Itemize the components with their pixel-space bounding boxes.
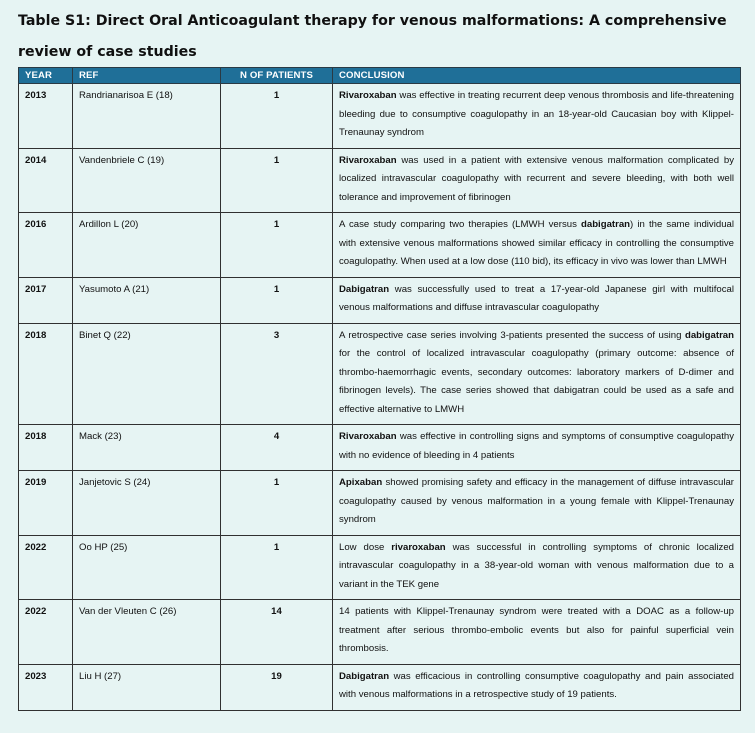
cell-n-of-patients: 1 [221,213,333,278]
conclusion-text: A retrospective case series involving 3-patients presented the success of using [339,329,685,341]
case-studies-table [18,67,741,711]
cell-conclusion [333,535,741,600]
drug-name: Rivaroxaban [339,431,397,442]
conclusion-text: was efficacious in controlling consumptive coagulopathy and pain associated with venous malformations in a retrospective study of 19 patients. [339,670,734,700]
conclusion-text: showed promising safety and efficacy in the management of diffuse intravascular coagulopathy caused by venous malformation in a young female with Klippel-Trenaunay syndrom [339,477,734,525]
cell-conclusion [333,277,741,323]
column-header-ref: REF [73,68,221,84]
cell-conclusion [333,425,741,471]
cell-n-of-patients: 1 [221,471,333,536]
drug-name: Dabigatran [339,670,390,682]
cell-ref: Vandenbriele C (19) [73,148,221,213]
cell-year: 2022 [19,535,73,600]
cell-conclusion [333,213,741,278]
table-row [19,323,741,425]
drug-name: dabigatran [581,219,631,230]
cell-ref: Ardillon L (20) [73,213,221,278]
cell-ref: Binet Q (22) [73,323,221,425]
cell-n-of-patients: 1 [221,148,333,213]
table-row [19,148,741,213]
table-title: Table S1: Direct Oral Anticoagulant therapy for venous malformations: A comprehensive review of case studies [18,13,727,60]
cell-ref: Van der Vleuten C (26) [73,600,221,665]
conclusion-text: was effective in treating recurrent deep venous thrombosis and life-threatening bleeding due to consumptive coagulopathy in an 18-year-old Caucasian boy with Klippel-Trenaunay syndrom [339,90,734,138]
cell-conclusion [333,600,741,665]
cell-year: 2013 [19,84,73,149]
cell-n-of-patients: 19 [221,664,333,710]
cell-year: 2017 [19,277,73,323]
cell-ref: Yasumoto A (21) [73,277,221,323]
cell-n-of-patients: 14 [221,600,333,665]
conclusion-text: 14 patients with Klippel-Trenaunay syndrom were treated with a DOAC as a follow-up treatment after serious thrombo-embolic events but also for painful superficial vein thrombosis. [339,606,734,654]
column-header-year: YEAR [19,68,73,84]
cell-year: 2018 [19,323,73,425]
conclusion-text: for the control of localized intravascular coagulopathy (primary outcome: absence of thrombo-haemorrhagic events, secondary outcomes: laboratory markers of D-dimer and fibrinogen levels). The case series showed that dabigatran could be used as a safe and effective alternative to LMWH [339,348,734,415]
table-row [19,213,741,278]
table-body [19,84,741,711]
cell-conclusion [333,148,741,213]
cell-conclusion [333,323,741,425]
cell-year: 2022 [19,600,73,665]
conclusion-text: was used in a patient with extensive venous malformation complicated by localized intravascular coagulopathy with recurrent and severe bleeding, with both well tolerance and improvement of fibrinogen [339,154,734,203]
cell-conclusion [333,471,741,536]
cell-year: 2023 [19,664,73,710]
cell-year: 2014 [19,148,73,213]
cell-ref: Randrianarisoa E (18) [73,84,221,149]
conclusion-text: was successfully used to treat a 17-year-old Japanese girl with multifocal venous malformations and diffuse intravascular coagulopathy [339,283,734,313]
cell-conclusion [333,664,741,710]
table-row [19,535,741,600]
cell-n-of-patients: 1 [221,84,333,149]
cell-conclusion [333,84,741,149]
conclusion-text: Low dose [339,541,392,553]
header-row [19,68,741,84]
conclusion-text: A case study comparing two therapies (LMWH versus [339,219,581,230]
cell-ref: Liu H (27) [73,664,221,710]
drug-name: Dabigatran [339,283,390,295]
cell-n-of-patients: 1 [221,277,333,323]
drug-name: Apixaban [339,477,383,488]
drug-name: Rivaroxaban [339,154,397,166]
conclusion-text: ) in the same individual with extensive venous malformations showed similar efficacy in controlling the consumptive coagulopathy. When used at a low dose (110 bid), its efficacy in vivo was lower than LMWH [339,219,734,267]
cell-n-of-patients: 1 [221,535,333,600]
cell-n-of-patients: 3 [221,323,333,425]
drug-name: Rivaroxaban [339,90,397,101]
cell-n-of-patients: 4 [221,425,333,471]
cell-ref: Janjetovic S (24) [73,471,221,536]
table-row [19,600,741,665]
conclusion-text: was effective in controlling signs and symptoms of consumptive coagulopathy with no evidence of bleeding in 4 patients [339,431,734,461]
drug-name: dabigatran [684,329,734,341]
table-row [19,471,741,536]
table-row [19,425,741,471]
drug-name: rivaroxaban [391,541,446,553]
table-row [19,84,741,149]
column-header-n-of-patients: N OF PATIENTS [221,68,333,84]
column-header-conclusion: CONCLUSION [333,68,741,84]
cell-year: 2016 [19,213,73,278]
conclusion-text: was successful in controlling symptoms of chronic localized intravascular coagulopathy in a 38-year-old woman with venous malformation due to a variant in the TEK gene [339,541,735,590]
table-row [19,277,741,323]
cell-year: 2018 [19,425,73,471]
table-row [19,664,741,710]
cell-ref: Oo HP (25) [73,535,221,600]
cell-ref: Mack (23) [73,425,221,471]
cell-year: 2019 [19,471,73,536]
